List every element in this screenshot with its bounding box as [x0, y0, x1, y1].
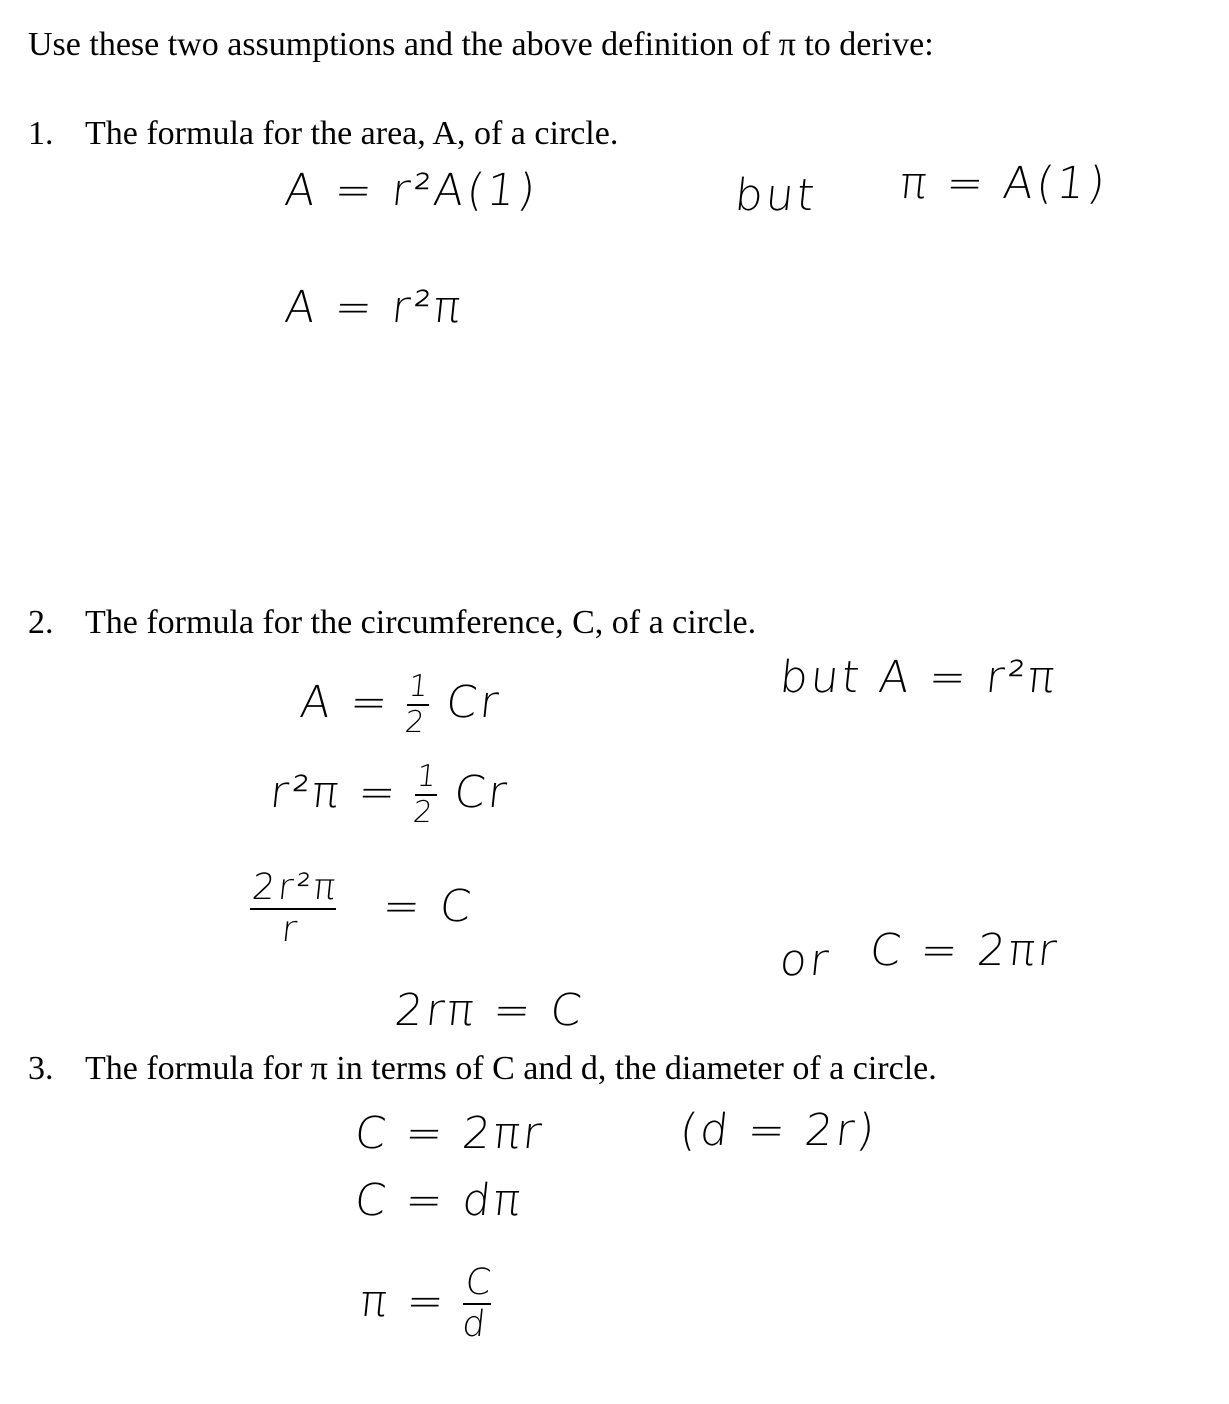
q2-handwritten-line2 — [267, 759, 513, 830]
q2-line3-right: = C — [380, 881, 477, 932]
q2-line2-right: Cr — [451, 767, 512, 818]
question-2-number: 2. — [28, 604, 54, 641]
q2-line2-left: r²π = — [267, 767, 402, 818]
fraction-numerator: 1 — [415, 759, 441, 794]
question-1-text: The formula for the area, A, of a circle. — [85, 115, 619, 152]
q3-handwritten-line2: C = dπ — [352, 1175, 526, 1226]
q3-line3-left: π = — [357, 1276, 450, 1327]
fraction-denominator: 2 — [403, 705, 430, 740]
q2-handwritten-line4: 2rπ = C — [392, 985, 587, 1036]
q2-line1-left: A = — [297, 677, 393, 728]
q1-handwritten-line2: A = r²π — [282, 282, 466, 333]
q3-handwritten-note: (d = 2r) — [677, 1105, 880, 1156]
q2-handwritten-but: but A = r²π — [777, 652, 1060, 703]
question-2-text: The formula for the circumference, C, of a circle. — [85, 604, 757, 641]
question-1-number: 1. — [28, 115, 54, 152]
q1-handwritten-line1: A = r²A(1) — [282, 165, 541, 216]
q2-handwritten-line1 — [297, 669, 505, 740]
question-3-text: The formula for π in terms of C and d, the diameter of a circle. — [85, 1050, 937, 1087]
q2-handwritten-result: C = 2πr — [867, 925, 1062, 976]
q2-handwritten-or: or — [777, 935, 834, 986]
fraction-denominator: 2 — [411, 795, 438, 830]
fraction-denominator: d — [460, 1304, 491, 1345]
half-fraction — [403, 669, 433, 740]
q1-handwritten-pi-def: π = A(1) — [897, 158, 1111, 209]
q2-line1-right: Cr — [443, 677, 504, 728]
fraction-numerator: C — [463, 1262, 496, 1303]
fraction-numerator: 1 — [407, 669, 433, 704]
intro-text: Use these two assumptions and the above definition of π to derive: — [28, 26, 934, 63]
fraction-numerator: 2r²π — [250, 867, 341, 908]
q3-handwritten-line3 — [356, 1262, 496, 1345]
q3-handwritten-line1: C = 2πr — [352, 1108, 547, 1159]
q3-fraction — [459, 1262, 496, 1345]
fraction-denominator: r — [279, 909, 302, 950]
q2-handwritten-line3 — [246, 867, 478, 950]
question-3-number: 3. — [28, 1050, 54, 1087]
half-fraction — [411, 759, 441, 830]
q1-handwritten-but: but — [732, 170, 820, 221]
q2-fraction — [246, 867, 341, 950]
